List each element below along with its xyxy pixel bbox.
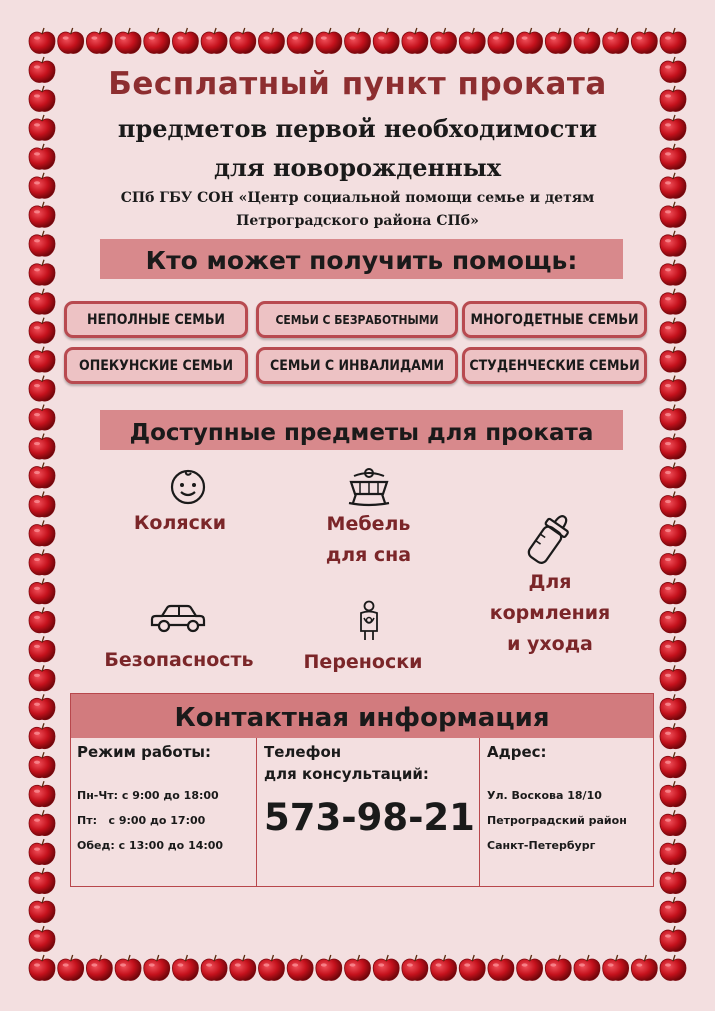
apple-icon bbox=[574, 28, 600, 53]
apple-icon bbox=[29, 549, 55, 574]
address-line-3: Санкт-Петербург bbox=[487, 839, 596, 852]
subtitle-line-1: предметов первой необходимости bbox=[117, 114, 598, 143]
item-furniture-line-2: для сна bbox=[325, 544, 412, 566]
item-strollers: Коляски bbox=[133, 512, 227, 534]
apple-icon bbox=[172, 955, 198, 980]
apple-icon bbox=[660, 549, 686, 574]
apple-icon bbox=[29, 578, 55, 603]
chip-single-parent: НЕПОЛНЫЕ СЕМЬИ bbox=[64, 301, 248, 338]
hours-column bbox=[71, 738, 256, 886]
item-feeding-line-1: Для bbox=[528, 571, 572, 593]
apple-icon bbox=[29, 839, 55, 864]
chip-students: СТУДЕНЧЕСКИЕ СЕМЬИ bbox=[462, 347, 647, 384]
apple-icon bbox=[29, 752, 55, 777]
apple-icon bbox=[29, 810, 55, 835]
apple-icon bbox=[29, 463, 55, 488]
apple-icon bbox=[660, 463, 686, 488]
chip-unemployed: СЕМЬИ С БЕЗРАБОТНЫМИ bbox=[256, 301, 458, 338]
apple-icon bbox=[459, 28, 485, 53]
apple-icon bbox=[201, 28, 227, 53]
apple-icon bbox=[660, 260, 686, 285]
apple-icon bbox=[29, 347, 55, 372]
organization-line-1: СПб ГБУ СОН «Центр социальной помощи семье и детям bbox=[120, 190, 595, 206]
apple-icon bbox=[144, 28, 170, 53]
apple-icon bbox=[230, 955, 256, 980]
item-furniture-line-1: Мебель bbox=[326, 513, 411, 535]
item-feeding-line-3: и ухода bbox=[507, 633, 593, 655]
apple-icon bbox=[660, 723, 686, 748]
apple-icon bbox=[660, 955, 686, 980]
address-title: Адрес: bbox=[487, 743, 547, 761]
apple-icon bbox=[660, 578, 686, 603]
address-line-1: Ул. Воскова 18/10 bbox=[487, 789, 602, 802]
apple-icon bbox=[660, 405, 686, 430]
apple-icon bbox=[517, 955, 543, 980]
apple-icon bbox=[345, 955, 371, 980]
apple-icon bbox=[603, 28, 629, 53]
apple-icon bbox=[29, 636, 55, 661]
car-icon bbox=[148, 603, 208, 635]
apple-icon bbox=[29, 694, 55, 719]
apple-icon bbox=[660, 318, 686, 343]
apple-icon bbox=[29, 723, 55, 748]
apple-icon bbox=[660, 810, 686, 835]
apple-icon bbox=[660, 376, 686, 401]
apple-icon bbox=[660, 665, 686, 690]
items-heading: Доступные предметы для проката bbox=[100, 410, 623, 450]
apple-icon bbox=[660, 868, 686, 893]
apple-icon bbox=[545, 955, 571, 980]
apple-icon bbox=[172, 28, 198, 53]
apple-icon bbox=[29, 28, 55, 53]
apple-icon bbox=[29, 665, 55, 690]
apple-icon bbox=[29, 405, 55, 430]
contact-heading: Контактная информация bbox=[71, 694, 653, 738]
apple-icon bbox=[631, 955, 657, 980]
apple-icon bbox=[373, 28, 399, 53]
apple-icon bbox=[316, 28, 342, 53]
chip-disabled: СЕМЬИ С ИНВАЛИДАМИ bbox=[256, 347, 458, 384]
organization-line-2: Петроградского района СПб» bbox=[236, 213, 479, 229]
hours-title: Режим работы: bbox=[77, 743, 211, 761]
apple-icon bbox=[115, 955, 141, 980]
apple-icon bbox=[29, 318, 55, 343]
apple-icon bbox=[58, 955, 84, 980]
apple-icon bbox=[431, 28, 457, 53]
apple-icon bbox=[201, 955, 227, 980]
subtitle-line-2: для новорожденных bbox=[213, 153, 502, 182]
apple-icon bbox=[230, 28, 256, 53]
apple-icon bbox=[660, 434, 686, 459]
apple-icon bbox=[459, 955, 485, 980]
apple-icon bbox=[29, 520, 55, 545]
apple-icon bbox=[287, 28, 313, 53]
chip-guardian: ОПЕКУНСКИЕ СЕМЬИ bbox=[64, 347, 248, 384]
baby-carrier-icon bbox=[355, 600, 383, 642]
phone-column bbox=[256, 738, 480, 886]
item-carriers: Переноски bbox=[303, 651, 423, 673]
apple-icon bbox=[660, 231, 686, 256]
apple-icon bbox=[660, 289, 686, 314]
phone-number: 573-98-21 bbox=[264, 796, 475, 839]
apple-icon bbox=[660, 926, 686, 951]
apple-icon bbox=[29, 434, 55, 459]
apple-icon bbox=[29, 897, 55, 922]
apple-icon bbox=[115, 28, 141, 53]
apple-icon bbox=[488, 955, 514, 980]
apple-icon bbox=[660, 492, 686, 517]
apple-icon bbox=[258, 28, 284, 53]
baby-bottle-icon bbox=[523, 510, 575, 568]
apple-icon bbox=[86, 955, 112, 980]
apple-icon bbox=[660, 752, 686, 777]
apple-icon bbox=[29, 955, 55, 980]
apple-icon bbox=[29, 781, 55, 806]
apple-icon bbox=[660, 839, 686, 864]
apple-icon bbox=[287, 955, 313, 980]
apple-icon bbox=[345, 28, 371, 53]
apple-icon bbox=[29, 289, 55, 314]
apple-icon bbox=[402, 28, 428, 53]
hours-line-1: Пн-Чт: с 9:00 до 18:00 bbox=[77, 789, 219, 802]
apple-icon bbox=[144, 955, 170, 980]
apple-icon bbox=[660, 636, 686, 661]
contact-box bbox=[70, 693, 654, 887]
apple-icon bbox=[86, 28, 112, 53]
apple-icon bbox=[517, 28, 543, 53]
apple-icon bbox=[29, 868, 55, 893]
apple-icon bbox=[58, 28, 84, 53]
hours-line-3: Обед: с 13:00 до 14:00 bbox=[77, 839, 224, 852]
address-line-2: Петроградский район bbox=[487, 814, 627, 827]
apple-icon bbox=[402, 955, 428, 980]
apple-icon bbox=[603, 955, 629, 980]
apple-icon bbox=[660, 347, 686, 372]
apple-icon bbox=[373, 955, 399, 980]
apple-icon bbox=[29, 231, 55, 256]
main-title: Бесплатный пункт проката bbox=[108, 66, 607, 102]
apple-icon bbox=[316, 955, 342, 980]
apple-icon bbox=[488, 28, 514, 53]
apple-icon bbox=[660, 694, 686, 719]
apple-icon bbox=[574, 955, 600, 980]
hours-line-2: Пт: с 9:00 до 17:00 bbox=[77, 814, 206, 827]
chip-large-families: МНОГОДЕТНЫЕ СЕМЬИ bbox=[462, 301, 647, 338]
apple-icon bbox=[258, 955, 284, 980]
phone-title-line-1: Телефон bbox=[264, 743, 342, 761]
baby-face-icon bbox=[167, 466, 209, 506]
apple-icon bbox=[29, 492, 55, 517]
apple-icon bbox=[29, 607, 55, 632]
cradle-icon bbox=[346, 462, 392, 508]
apple-icon bbox=[631, 28, 657, 53]
apple-icon bbox=[29, 260, 55, 285]
apple-icon bbox=[29, 926, 55, 951]
apple-icon bbox=[660, 897, 686, 922]
who-heading: Кто может получить помощь: bbox=[100, 239, 623, 279]
apple-icon bbox=[660, 28, 686, 53]
phone-title-line-2: для консультаций: bbox=[264, 765, 429, 783]
apple-icon bbox=[431, 955, 457, 980]
item-safety: Безопасность bbox=[104, 649, 254, 671]
apple-icon bbox=[29, 376, 55, 401]
apple-icon bbox=[660, 781, 686, 806]
apple-icon bbox=[660, 520, 686, 545]
apple-icon bbox=[660, 607, 686, 632]
apple-icon bbox=[545, 28, 571, 53]
item-feeding-line-2: кормления bbox=[489, 602, 611, 624]
address-column bbox=[479, 738, 655, 886]
